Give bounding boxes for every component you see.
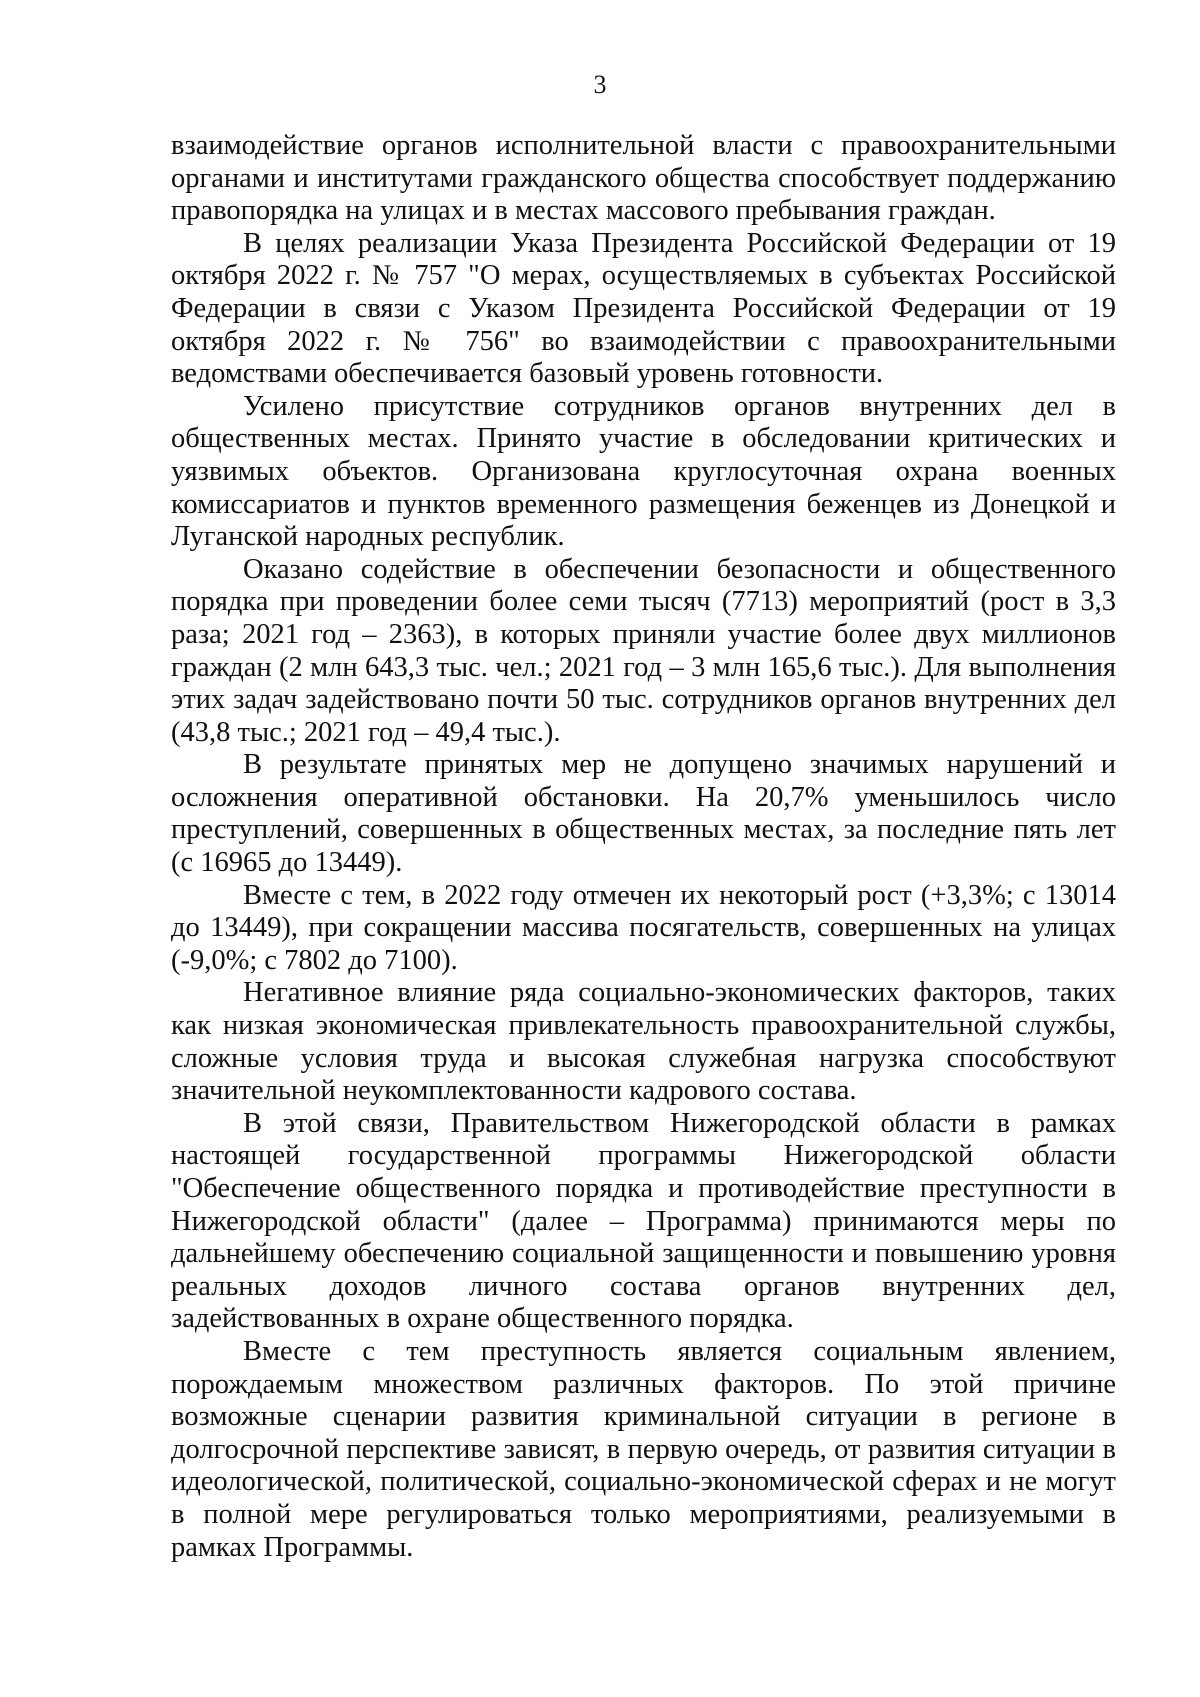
paragraph-crime-as-social-phenomenon: Вместе с тем преступность является социальным явлением, порождаемым множеством различных факторов. По этой причине возможные сценарии развития криминальной ситуации в регионе в долгосрочной перспективе зависят, в первую очередь, от развития ситуации в идеологической, политической, социально-экономической сферах и не могут в полной мере регулироваться только мероприятиями, реализуемыми в рамках Программы. [171,1335,1116,1563]
paragraph-crime-growth: Вместе с тем, в 2022 году отмечен их некоторый рост (+3,3%; с 13014 до 13449), при сокращении массива посягательств, совершенных на улицах (-9,0%; с 7802 до 7100). [171,879,1116,976]
paragraph-decree-implementation: В целях реализации Указа Президента Российской Федерации от 19 октября 2022 г. № 757 "О мерах, осуществляемых в субъектах Российской Федерации в связи с Указом Президента Российской Федерации от 19 октября 2022 г. № 756" во взаимодействии с правоохранительными ведомствами обеспечивается базовый уровень готовности. [171,227,1116,390]
paragraph-events-security: Оказано содействие в обеспечении безопасности и общественного порядка при проведении более семи тысяч (7713) мероприятий (рост в 3,3 раза; 2021 год – 2363), в которых приняли участие более двух миллионов граждан (2 млн 643,3 тыс. чел.; 2021 год – 3 млн 165,6 тыс.). Для выполнения этих задач задействовано почти 50 тыс. сотрудников органов внутренних дел (43,8 тыс.; 2021 год – 49,4 тыс.). [171,553,1116,748]
paragraph-government-measures: В этой связи, Правительством Нижегородской области в рамках настоящей государственной программы Нижегородской области "Обеспечение общественного порядка и противодействие преступности в Нижегородской области" (далее – Программа) принимаются меры по дальнейшему обеспечению социальной защищенности и повышению уровня реальных доходов личного состава органов внутренних дел, задействованных в охране общественного порядка. [171,1107,1116,1335]
paragraph-crime-reduction: В результате принятых мер не допущено значимых нарушений и осложнения оперативной обстановки. На 20,7% уменьшилось число преступлений, совершенных в общественных местах, за последние пять лет (с 16965 до 13449). [171,749,1116,879]
document-body [171,130,1116,1564]
paragraph-continuation: взаимодействие органов исполнительной власти с правоохранительными органами и институтами гражданского общества способствует поддержанию правопорядка на улицах и в местах массового пребывания граждан. [171,130,1116,227]
page-number: 3 [593,70,607,99]
paragraph-negative-factors: Негативное влияние ряда социально-экономических факторов, таких как низкая экономическая привлекательность правоохранительной службы, сложные условия труда и высокая служебная нагрузка способствуют значительной неукомплектованности кадрового состава. [171,977,1116,1107]
paragraph-police-presence: Усилено присутствие сотрудников органов внутренних дел в общественных местах. Принято участие в обследовании критических и уязвимых объектов. Организована круглосуточная охрана военных комиссариатов и пунктов временного размещения беженцев из Донецкой и Луганской народных республик. [171,390,1116,553]
